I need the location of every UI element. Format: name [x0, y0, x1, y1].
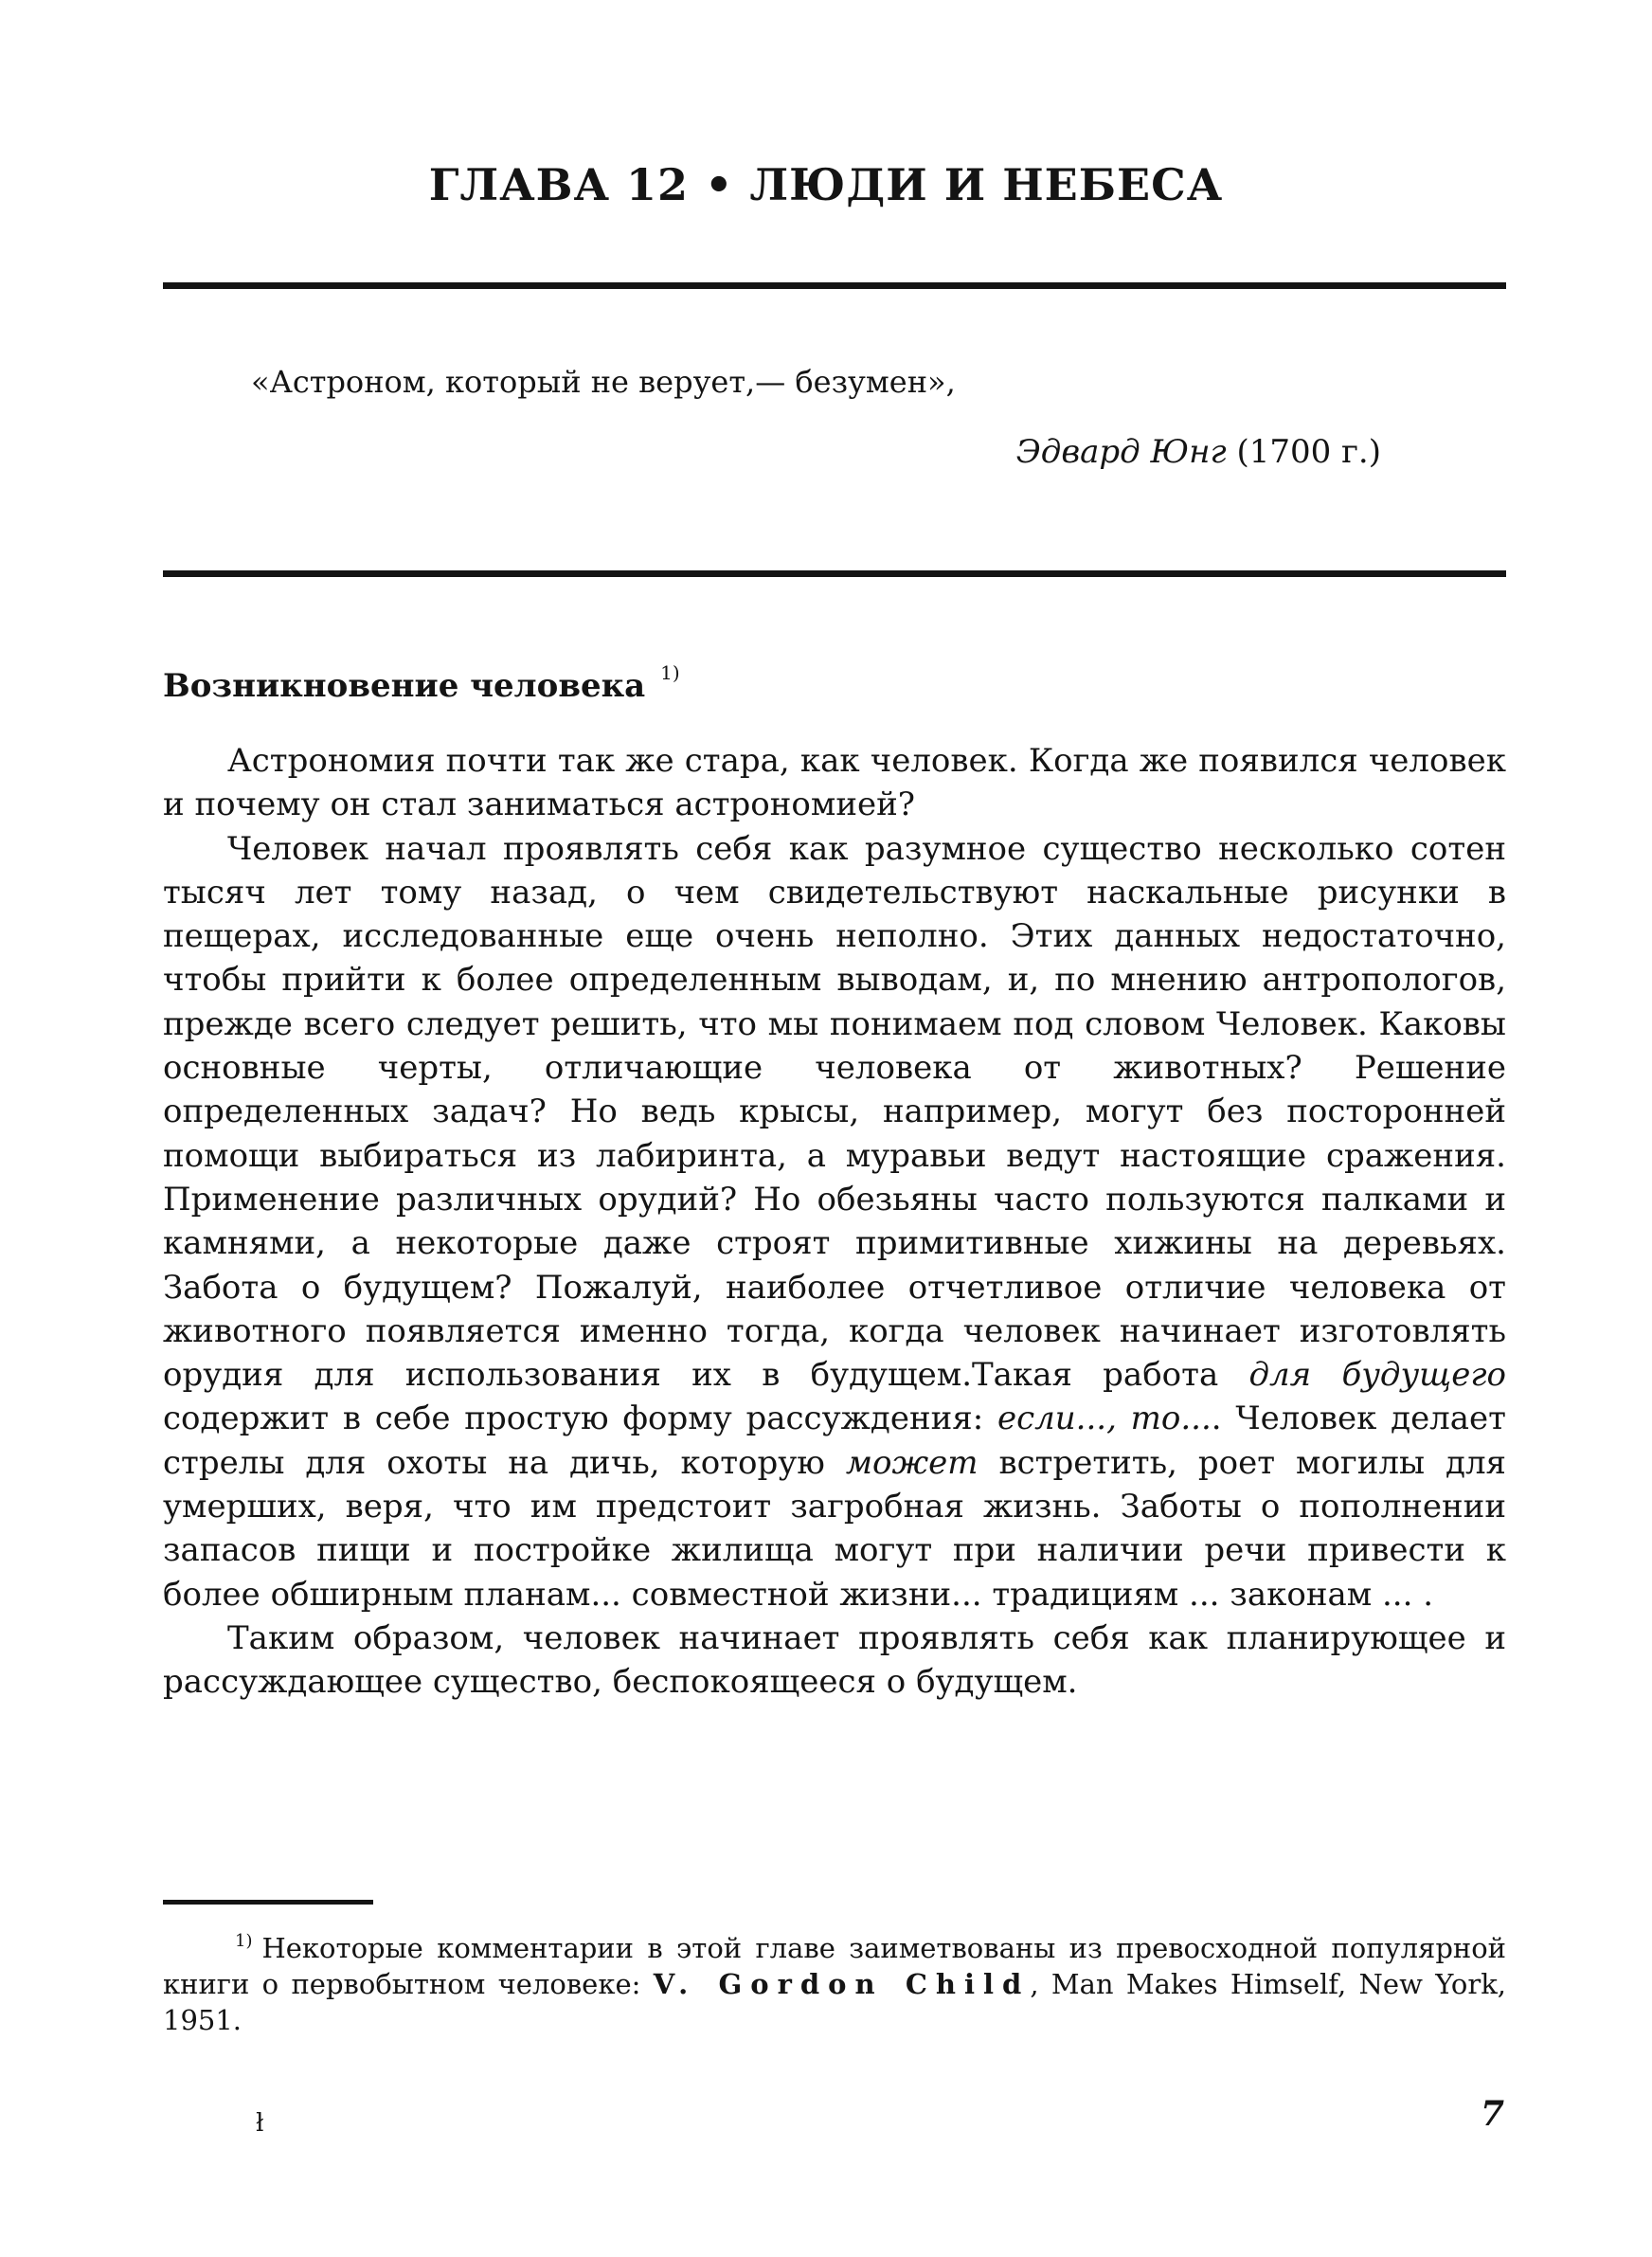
paragraph-1: Астрономия почти так же стара, как человек. Когда же появился человек и почему он стал заниматься астрономией? [163, 742, 1506, 824]
footnote-text: Некоторые комментарии в этой главе заиметвованы из превосходной популярной книги о первобытном человеке: [163, 1932, 1506, 2000]
paragraph-2-emphasis-3: может [845, 1443, 979, 1482]
paragraph-2-emphasis-2: если..., то... [997, 1399, 1212, 1438]
footnote [163, 1923, 1506, 2038]
epigraph-year: (1700 г.) [1236, 433, 1381, 471]
paragraph-2 [163, 827, 1506, 1616]
top-divider [163, 282, 1506, 289]
footnote-marker: 1) [235, 1931, 253, 1951]
paragraph-3: Таким образом, человек начинает проявлять себя как планирующее и рассуждающее существо, беспокоящееся о будущем. [163, 1618, 1506, 1702]
bottom-divider [163, 570, 1506, 577]
paragraph-2-text-4: встретить, роет могилы для умерших, веря, что им предстоит загробная жизнь. Заботы о пополнении запасов пищи и постройке жилища могут при наличии речи привести к более обширным планам... совместной жизни... традициям ... законам ... . [163, 1443, 1506, 1614]
scan-mark: ł [256, 2109, 264, 2138]
chapter-title: ГЛАВА 12 • ЛЮДИ И НЕБЕСА [428, 159, 1224, 210]
paragraph-2-emphasis-1: для будущего [1248, 1356, 1506, 1395]
footnote-author: V. Gordon Child [653, 1968, 1031, 2000]
paragraph-2-text-2: содержит в себе простую форму рассуждения: [163, 1399, 984, 1438]
footnote-reference: 1) [660, 661, 680, 684]
section-heading [163, 661, 680, 705]
footnote-divider [163, 1900, 373, 1905]
epigraph-attribution [1016, 433, 1381, 471]
paragraph-2-text-1: Человек начал проявлять себя как разумное существо несколько сотен тысяч лет тому назад, о чем свидетельствуют наскальные рисунки в пещерах, исследованные еще очень неполно. Этих данных недостаточно, чтобы прийти к более определенным выводам, и, по мнению антропологов, прежде всего следует решить, что мы понимаем под словом Человек. Каковы основные черты, отличающие человека от животных? Решение определенных задач? Но ведь крысы, например, могут без посторонней помощи выбираться из лабиринта, а муравьи ведут настоящие сражения. Применение различных орудий? Но обезьяны часто пользуются палками и камнями, а некоторые даже строят примитивные хижины на деревьях. Забота о будущем? Пожалуй, наиболее отчетливое отличие человека от животного появляется именно тогда, когда человек начинает изготовлять орудия для использования их в будущем.Такая работа [163, 829, 1506, 1395]
page-number: 7 [1480, 2094, 1504, 2134]
footnote-source: , Man Makes Himself, New York, 1951. [163, 1968, 1506, 2036]
epigraph-author: Эдвард Юнг [1015, 433, 1227, 471]
epigraph-quote: «Астроном, который не верует,— безумен», [251, 364, 956, 400]
section-heading-text: Возникновение человека [163, 667, 646, 705]
body-text [163, 739, 1506, 1705]
paragraph-2-text-3: . Человек делает стрелы для охоты на дичь, которую [163, 1399, 1506, 1482]
